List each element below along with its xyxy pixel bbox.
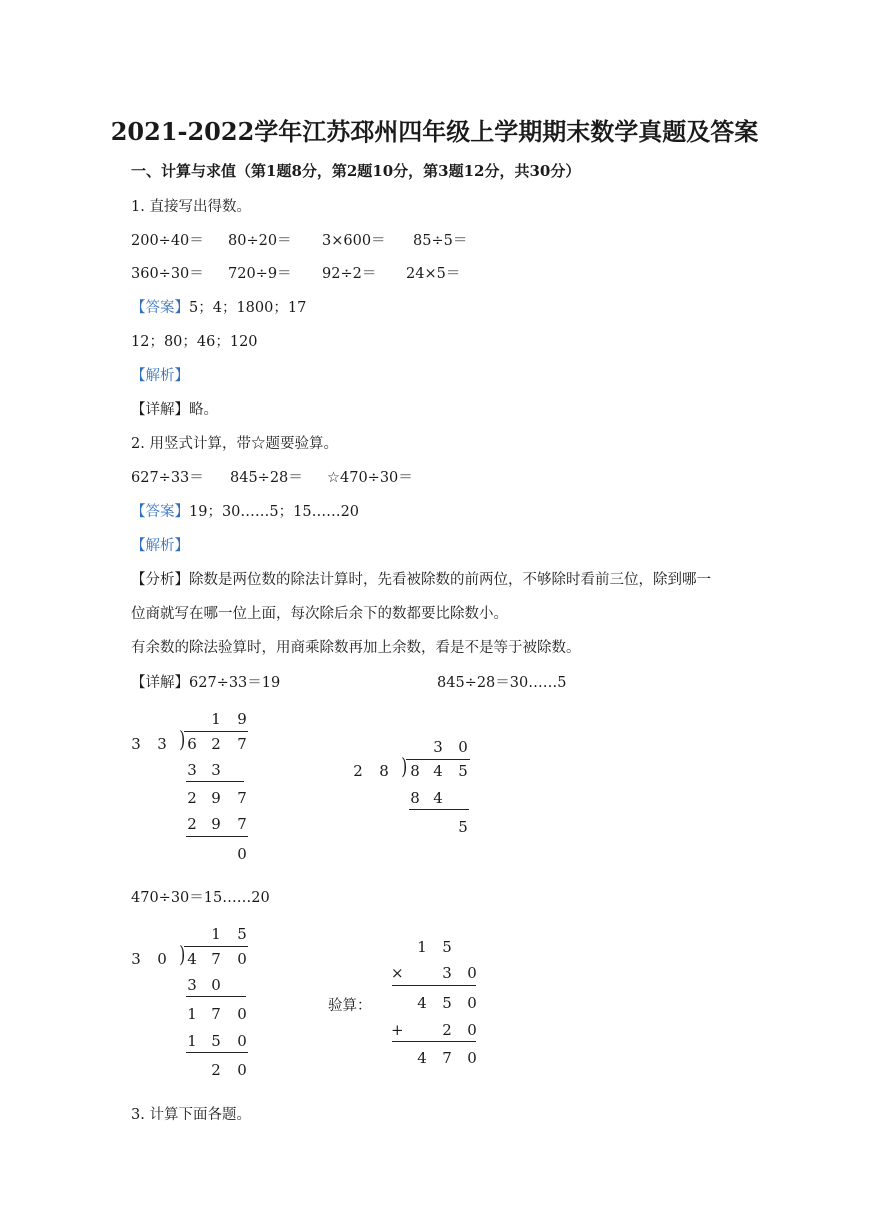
digit: 2 [211,1061,221,1079]
q2-answer [131,500,359,521]
digit: 2 [353,762,363,780]
digit: 0 [467,964,477,982]
digit: 3 [187,976,197,994]
digit: 0 [157,950,167,968]
digit: 0 [467,994,477,1012]
digit: 1 [417,938,427,956]
q2-prompt: 2. 用竖式计算，带☆题要验算。 [131,436,338,452]
digit: 0 [467,1049,477,1067]
subtract-line [186,781,244,782]
answer-text: 5；4；1800；17 [189,300,307,316]
digit: 1 [187,1032,197,1050]
q2-analysis-2: 位商就写在哪一位上面，每次除后余下的数都要比除数小。 [131,606,508,622]
division-bar [406,759,470,760]
digit: 1 [187,1005,197,1023]
q2-item: ☆470÷30＝ [327,470,413,486]
digit: 9 [211,815,221,833]
q1-item: 24×5＝ [406,266,461,282]
q2-analysis-1 [131,568,711,589]
digit: 5 [458,818,468,836]
digit: 1 [211,710,221,728]
operator-times: × [391,964,404,982]
digit: 7 [211,950,221,968]
operator-plus: + [391,1021,404,1039]
q1-item: 85÷5＝ [413,233,468,249]
analysis-text: 除数是两位数的除法计算时，先看被除数的前两位，不够除时看前三位，除到哪一 [189,572,711,588]
digit: 1 [211,925,221,943]
digit: 2 [187,815,197,833]
digit: 3 [131,950,141,968]
digit: 0 [237,845,247,863]
digit: 0 [237,1005,247,1023]
digit: 3 [433,738,443,756]
digit: 5 [442,938,452,956]
digit: 9 [211,789,221,807]
digit: 0 [237,950,247,968]
digit: 4 [417,994,427,1012]
digit: 7 [237,815,247,833]
digit: 5 [442,994,452,1012]
digit: 0 [211,976,221,994]
digit: 3 [157,735,167,753]
page-title: 2021-2022学年江苏邳州四年级上学期期末数学真题及答案 [110,117,759,146]
digit: 5 [458,762,468,780]
digit: 7 [237,789,247,807]
digit: 3 [211,761,221,779]
digit: 2 [211,735,221,753]
digit: 0 [467,1021,477,1039]
digit: 3 [187,761,197,779]
check-label: 验算： [328,998,372,1014]
digit: 9 [237,710,247,728]
digit: 2 [442,1021,452,1039]
detail-head: 【详解】 [131,675,189,691]
q2-analysis-tag: 【解析】 [131,538,189,554]
digit: 3 [442,964,452,982]
division-bracket: ) [401,755,408,780]
product-line [392,985,476,986]
subtract-line [186,836,248,837]
q1-item: 3×600＝ [322,233,386,249]
digit: 4 [433,762,443,780]
q2-item: 627÷33＝ [131,470,204,486]
q1-item: 80÷20＝ [228,233,292,249]
digit: 3 [131,735,141,753]
q2-detail-b: 845÷28＝30……5 [437,675,567,691]
section-heading: 一、计算与求值（第1题8分，第2题10分，第3题12分，共30分） [131,162,581,180]
digit: 7 [237,735,247,753]
subtract-line [186,996,246,997]
q1-answer [131,296,306,317]
q1-answer-2: 12；80；46；120 [131,334,258,350]
digit: 8 [410,789,420,807]
subtract-line [186,1052,248,1053]
q2-detail-c: 470÷30＝15……20 [131,890,270,906]
digit: 5 [237,925,247,943]
division-bar [184,946,248,947]
subtract-line [409,809,469,810]
q1-item: 720÷9＝ [228,266,292,282]
q2-item: 845÷28＝ [230,470,303,486]
digit: 2 [187,789,197,807]
digit: 0 [237,1032,247,1050]
sum-line [392,1041,476,1042]
digit: 8 [410,762,420,780]
q2-detail [131,671,280,692]
division-bar [184,731,248,732]
digit: 8 [379,762,389,780]
digit: 0 [458,738,468,756]
division-bracket: ) [179,728,186,753]
digit: 0 [237,1061,247,1079]
answer-tag: 【答案】 [131,504,189,520]
q1-analysis-tag: 【解析】 [131,368,189,384]
q2-analysis-3: 有余数的除法验算时，用商乘除数再加上余数，看是不是等于被除数。 [131,640,581,656]
digit: 5 [211,1032,221,1050]
q1-prompt: 1. 直接写出得数。 [131,199,251,215]
q1-item: 92÷2＝ [322,266,377,282]
answer-tag: 【答案】 [131,300,189,316]
q1-item: 360÷30＝ [131,266,204,282]
digit: 4 [417,1049,427,1067]
q1-detail: 【详解】略。 [131,402,218,418]
detail-a: 627÷33＝19 [189,675,281,691]
q1-item: 200÷40＝ [131,233,204,249]
digit: 4 [433,789,443,807]
q3-prompt: 3. 计算下面各题。 [131,1107,251,1123]
digit: 7 [442,1049,452,1067]
answer-text: 19；30……5；15……20 [189,504,360,520]
division-bracket: ) [179,943,186,968]
digit: 6 [187,735,197,753]
analysis-head: 【分析】 [131,572,189,588]
digit: 4 [187,950,197,968]
digit: 7 [211,1005,221,1023]
